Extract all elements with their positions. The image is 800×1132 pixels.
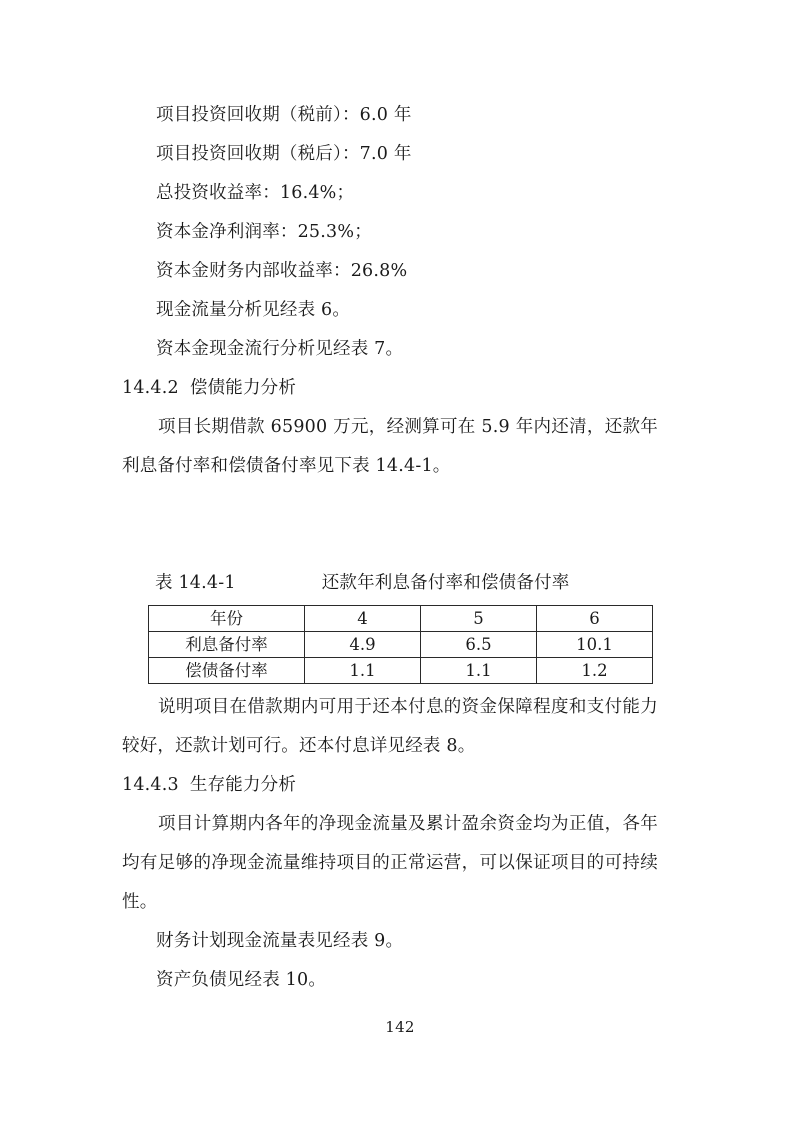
indicator-line: 项目投资回收期（税前）：6.0 年 bbox=[156, 105, 412, 125]
row-label: 利息备付率 bbox=[149, 632, 305, 658]
table-cell: 1.2 bbox=[537, 658, 653, 684]
table-row bbox=[149, 632, 653, 658]
table-row bbox=[149, 658, 653, 684]
section-number: 14.4.2 bbox=[122, 378, 179, 398]
table-cell: 6.5 bbox=[421, 632, 537, 658]
closing-line: 资产负债见经表 10。 bbox=[156, 970, 327, 990]
table-cell: 10.1 bbox=[537, 632, 653, 658]
table-cell: 6 bbox=[537, 606, 653, 632]
section-title: 偿债能力分析 bbox=[189, 378, 297, 398]
paragraph-table-note: 说明项目在借款期内可用于还本付息的资金保障程度和支付能力较好，还款计划可行。还本付息详见经表 8。 bbox=[122, 697, 658, 756]
table-caption-label: 表 14.4-1 bbox=[155, 573, 236, 593]
indicator-line: 现金流量分析见经表 6。 bbox=[156, 300, 351, 320]
table-caption-title: 还款年利息备付率和偿债备付率 bbox=[321, 573, 570, 593]
closing-line: 财务计划现金流量表见经表 9。 bbox=[156, 931, 404, 951]
indicator-line: 资本金净利润率：25.3%； bbox=[156, 222, 372, 242]
table-cell: 4.9 bbox=[305, 632, 421, 658]
table-cell: 1.1 bbox=[305, 658, 421, 684]
section-title: 生存能力分析 bbox=[189, 775, 297, 795]
table-row bbox=[149, 606, 653, 632]
indicator-line: 资本金现金流行分析见经表 7。 bbox=[156, 339, 404, 359]
section-heading-14-4-2 bbox=[122, 369, 658, 408]
paragraph-14-4-3: 项目计算期内各年的净现金流量及累计盈余资金均为正值，各年均有足够的净现金流量维持项目的正常运营，可以保证项目的可持续性。 bbox=[122, 814, 658, 912]
indicator-line: 项目投资回收期（税后）：7.0 年 bbox=[156, 144, 412, 164]
row-label: 年份 bbox=[149, 606, 305, 632]
section-number: 14.4.3 bbox=[122, 775, 179, 795]
paragraph-14-4-2: 项目长期借款 65900 万元，经测算可在 5.9 年内还清，还款年利息备付率和偿债备付率见下表 14.4-1。 bbox=[122, 417, 658, 476]
table-14-4-1 bbox=[148, 605, 653, 684]
indicator-line: 总投资收益率：16.4%； bbox=[156, 183, 355, 203]
table-cell: 4 bbox=[305, 606, 421, 632]
page-number: 142 bbox=[385, 1018, 415, 1036]
indicator-line: 资本金财务内部收益率：26.8% bbox=[156, 261, 408, 281]
table-cell: 5 bbox=[421, 606, 537, 632]
section-heading-14-4-3 bbox=[122, 766, 658, 805]
blank-spacer bbox=[122, 486, 658, 564]
table-caption bbox=[122, 564, 658, 603]
page-content bbox=[122, 96, 658, 1000]
row-label: 偿债备付率 bbox=[149, 658, 305, 684]
table-cell: 1.1 bbox=[421, 658, 537, 684]
